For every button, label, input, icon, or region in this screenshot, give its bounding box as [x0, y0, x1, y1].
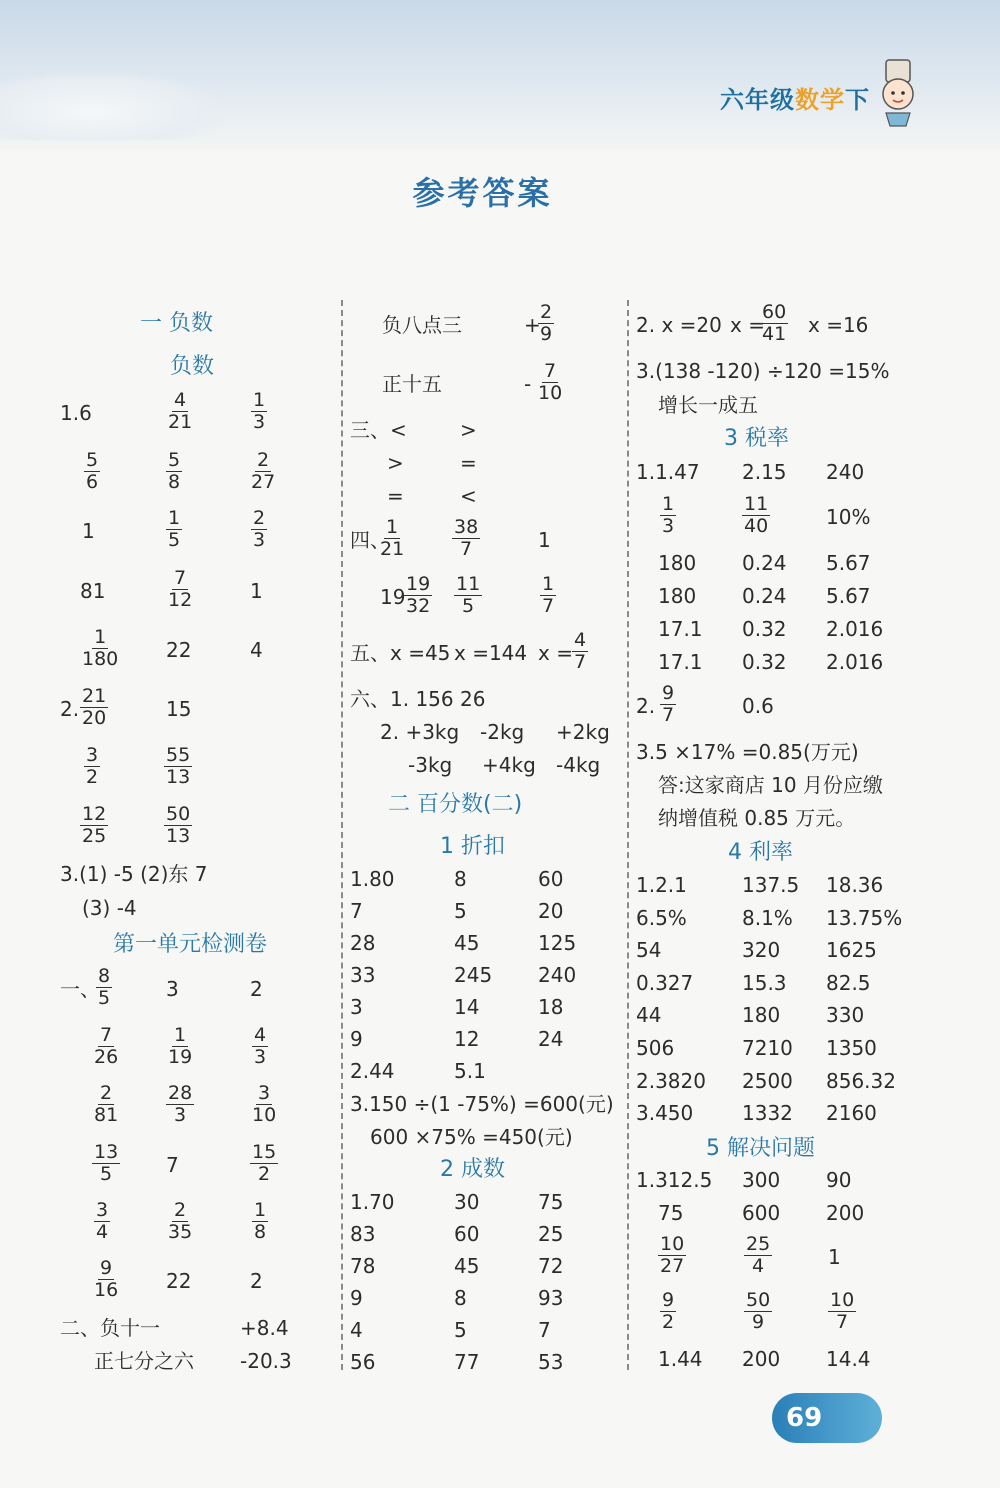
fraction — [538, 302, 554, 345]
value-cell: 5 — [454, 1318, 467, 1342]
frac-num: 1 — [168, 507, 181, 529]
value-cell: 180 — [742, 1003, 781, 1028]
q3-line-1: 3.(1) -5 (2)东 7 — [60, 862, 208, 886]
value-cell: 1350 — [826, 1036, 877, 1060]
value-cell: 1.312.5 — [636, 1168, 713, 1192]
frac-num: 1 — [253, 389, 266, 411]
answer-text: -2kg — [480, 720, 525, 744]
answer-text: 正十五 — [382, 372, 442, 396]
t2-line-1b: +8.4 — [240, 1316, 289, 1340]
section-negative-numbers: 负数 — [170, 354, 215, 379]
value-cell: 856.32 — [826, 1068, 896, 1093]
frac-den: 7 — [460, 538, 473, 560]
subject-text: 数学 — [795, 86, 845, 114]
answer-text: 5.1 — [454, 1059, 486, 1083]
sign: + — [524, 313, 541, 337]
t2-line-1a: 二、负十一 — [60, 1316, 160, 1340]
value-cell: 72 — [538, 1254, 564, 1278]
value-cell: 17.1 — [658, 650, 703, 674]
value-cell: 45 — [454, 1254, 480, 1278]
value-cell: 1332 — [742, 1101, 793, 1126]
q2-label: 2. — [60, 697, 80, 721]
frac-den: 32 — [406, 595, 431, 617]
value-cell: > — [460, 418, 477, 442]
frac-num: 8 — [98, 965, 111, 987]
value-cell: 20 — [538, 899, 564, 923]
section-problem-solving: 5 解决问题 — [706, 1136, 815, 1161]
section-discount: 1 折扣 — [440, 834, 505, 859]
value-cell: 90 — [826, 1168, 852, 1192]
fraction — [760, 302, 788, 345]
frac-num: 4 — [574, 629, 587, 651]
value-cell: 81 — [80, 579, 106, 603]
cloud-decoration — [0, 70, 230, 140]
grade-subject-label — [720, 80, 870, 115]
answer-text: 答:这家商店 10 月份应缴 — [658, 773, 883, 797]
value-cell: = — [387, 484, 404, 508]
fraction — [252, 1025, 268, 1068]
fraction — [251, 508, 267, 551]
frac-num: 3 — [258, 1082, 271, 1104]
answer-text: x =16 — [808, 313, 869, 337]
answer-text: -4kg — [556, 753, 601, 777]
frac-num: 9 — [100, 1257, 113, 1279]
value-cell: 1.80 — [350, 867, 395, 891]
frac-den: 180 — [82, 648, 119, 670]
value-cell: < — [460, 484, 477, 508]
frac-num: 2 — [257, 449, 270, 471]
frac-num: 4 — [254, 1024, 267, 1046]
value-cell: 240 — [826, 460, 865, 484]
value-cell: 9 — [350, 1027, 363, 1051]
value-cell: 1 — [82, 519, 95, 543]
frac-den: 7 — [662, 704, 675, 726]
value-cell: 78 — [350, 1254, 376, 1278]
frac-den: 8 — [168, 471, 181, 493]
fraction — [166, 450, 182, 493]
frac-num: 4 — [174, 389, 187, 411]
value-cell: 6.5% — [636, 905, 687, 930]
frac-den: 27 — [251, 471, 276, 493]
unit1-heading: 一 负数 — [140, 311, 213, 336]
fraction — [166, 1025, 194, 1068]
frac-den: 3 — [253, 411, 266, 433]
value-cell: > — [387, 451, 404, 475]
fraction — [828, 1290, 856, 1333]
frac-num: 2 — [174, 1199, 187, 1221]
value-cell: 320 — [742, 938, 781, 963]
fraction — [658, 1234, 686, 1277]
value-cell: 0.24 — [742, 584, 787, 608]
value-cell: 2.016 — [826, 617, 884, 641]
value-cell: 240 — [538, 963, 577, 987]
answer-text: 3.5 ×17% =0.85(万元) — [636, 740, 859, 764]
value-cell: 45 — [454, 931, 480, 955]
section-percent-tenths: 2 成数 — [440, 1157, 505, 1182]
frac-den: 7 — [542, 595, 555, 617]
value-cell: 0.32 — [742, 650, 787, 674]
frac-den: 2 — [86, 766, 99, 788]
value-cell: 2500 — [742, 1068, 793, 1093]
frac-den: 4 — [96, 1221, 109, 1243]
value-cell: 15 — [166, 697, 192, 721]
value-cell: 2 — [250, 1269, 263, 1293]
value-cell: 1.44 — [658, 1347, 703, 1371]
frac-den: 6 — [86, 471, 99, 493]
value-cell: 14 — [454, 995, 480, 1019]
frac-den: 25 — [82, 825, 107, 847]
value-cell: 7 — [538, 1318, 551, 1342]
frac-den: 5 — [98, 987, 111, 1009]
fraction — [540, 574, 556, 617]
frac-den: 81 — [94, 1104, 119, 1126]
frac-num: 11 — [744, 493, 769, 515]
frac-num: 13 — [94, 1141, 119, 1163]
frac-num: 1 — [662, 493, 675, 515]
frac-num: 25 — [746, 1233, 771, 1255]
section-interest-rate: 4 利率 — [728, 840, 793, 865]
value-cell: 82.5 — [826, 970, 871, 995]
fraction — [164, 804, 192, 847]
fraction — [660, 683, 676, 726]
value-cell: 75 — [658, 1201, 684, 1225]
value-cell: = — [460, 451, 477, 475]
frac-num: 1 — [174, 1024, 187, 1046]
frac-num: 5 — [86, 449, 99, 471]
value-cell: 1 — [828, 1245, 841, 1269]
fraction — [92, 1258, 120, 1301]
frac-num: 1 — [254, 1199, 267, 1221]
frac-num: 10 — [660, 1233, 685, 1255]
frac-den: 10 — [252, 1104, 277, 1126]
column-divider-1 — [341, 300, 343, 1370]
fraction — [250, 1083, 278, 1126]
value-cell: 3.450 — [636, 1101, 694, 1126]
value-cell: 15.3 — [742, 970, 787, 995]
section-tax-rate: 3 税率 — [724, 426, 789, 451]
value-cell: 7 — [350, 899, 363, 923]
value-cell: 30 — [454, 1190, 480, 1214]
frac-den: 35 — [168, 1221, 193, 1243]
answer-text: 负八点三 — [382, 313, 462, 337]
fraction — [96, 966, 112, 1009]
frac-num: 2 — [540, 301, 553, 323]
value-cell: 14.4 — [826, 1347, 871, 1371]
answer-text: 五、x =45 — [350, 641, 451, 665]
page-number: 69 — [772, 1393, 882, 1443]
answer-text: 2.44 — [350, 1059, 395, 1083]
frac-den: 7 — [836, 1311, 849, 1333]
value-cell: 33 — [350, 963, 376, 987]
page-title: 参考答案 — [412, 174, 553, 212]
frac-den: 10 — [538, 382, 563, 404]
value-cell: 17.1 — [658, 617, 703, 641]
fraction — [660, 1290, 676, 1333]
answer-text: x =144 — [454, 641, 528, 665]
fraction — [378, 517, 406, 560]
fraction — [744, 1290, 772, 1333]
value-cell: 200 — [826, 1201, 865, 1225]
fraction — [452, 517, 480, 560]
frac-num: 55 — [166, 744, 191, 766]
value-cell: 83 — [350, 1222, 376, 1246]
frac-den: 5 — [168, 529, 181, 551]
value-cell: 4 — [350, 1318, 363, 1342]
value-cell: 1.2.1 — [636, 873, 687, 897]
frac-num: 9 — [662, 682, 675, 704]
q3-line-2: (3) -4 — [82, 896, 137, 920]
frac-den: 2 — [662, 1311, 675, 1333]
fraction — [166, 390, 194, 433]
fraction — [84, 745, 100, 788]
frac-den: 41 — [762, 323, 787, 345]
frac-num: 11 — [456, 573, 481, 595]
value-cell: 19 — [380, 585, 406, 609]
frac-den: 19 — [168, 1046, 193, 1068]
frac-den: 7 — [574, 651, 587, 673]
frac-den: 3 — [253, 529, 266, 551]
answer-text: 0.6 — [742, 694, 774, 718]
value-cell: 8 — [454, 1286, 467, 1310]
frac-den: 4 — [752, 1255, 765, 1277]
answer-text: x = — [730, 313, 765, 337]
value-cell: 8.1% — [742, 905, 793, 930]
frac-den: 21 — [380, 538, 405, 560]
unit2-heading: 二 百分数(二) — [388, 792, 523, 817]
fraction — [80, 686, 108, 729]
answer-text: 3.150 ÷(1 -75%) =600(元) — [350, 1092, 614, 1116]
value-cell: 0.24 — [742, 551, 787, 575]
value-cell: 22 — [166, 1269, 192, 1293]
unit1-test-heading: 第一单元检测卷 — [113, 932, 268, 957]
fraction — [92, 1142, 120, 1185]
answer-text: 2. +3kg — [380, 720, 460, 744]
fraction — [404, 574, 432, 617]
answer-text: +4kg — [482, 753, 536, 777]
fraction — [166, 1200, 194, 1243]
answer-text: 增长一成五 — [658, 393, 758, 417]
t1-label: 一、 — [60, 977, 100, 1001]
frac-den: 9 — [540, 323, 553, 345]
answer-text: 纳增值税 0.85 万元。 — [658, 806, 856, 830]
answer-text: 3.(138 -120) ÷120 =15% — [636, 359, 890, 383]
fraction — [80, 804, 108, 847]
value-cell: 18.36 — [826, 873, 884, 897]
value-cell: 60 — [538, 867, 564, 891]
value-cell: 5.67 — [826, 584, 871, 608]
sign: - — [524, 372, 532, 396]
fraction — [251, 390, 267, 433]
frac-den: 16 — [94, 1279, 119, 1301]
frac-den: 27 — [660, 1255, 685, 1277]
value-cell: 53 — [538, 1350, 564, 1374]
s2-label: 2. — [636, 694, 656, 718]
frac-den: 26 — [94, 1046, 119, 1068]
answer-text: +2kg — [556, 720, 610, 744]
value-cell: 2.016 — [826, 650, 884, 674]
t2-line-2b: -20.3 — [240, 1349, 292, 1373]
value-cell: 44 — [636, 1003, 662, 1028]
frac-num: 19 — [406, 573, 431, 595]
value-cell: 300 — [742, 1168, 781, 1192]
value-cell: 506 — [636, 1036, 675, 1060]
frac-num: 9 — [662, 1289, 675, 1311]
answer-text: 600 ×75% =450(元) — [370, 1125, 573, 1149]
value-cell: 330 — [826, 1003, 865, 1028]
value-cell: 1.70 — [350, 1190, 395, 1214]
frac-num: 5 — [168, 449, 181, 471]
frac-num: 2 — [100, 1082, 113, 1104]
value-cell: 13.75% — [826, 905, 903, 930]
value-cell: 7 — [166, 1153, 179, 1177]
answer-text: -3kg — [408, 753, 453, 777]
value-cell: 18 — [538, 995, 564, 1019]
value-cell: 1 — [250, 579, 263, 603]
fraction — [164, 745, 192, 788]
value-cell: 1.1.47 — [636, 460, 700, 484]
frac-num: 10 — [830, 1289, 855, 1311]
value-cell: 600 — [742, 1201, 781, 1225]
frac-num: 21 — [82, 685, 107, 707]
frac-num: 38 — [454, 516, 479, 538]
frac-num: 1 — [542, 573, 555, 595]
q1-label: 1.6 — [60, 401, 92, 425]
fraction — [94, 1200, 110, 1243]
value-cell: 8 — [454, 867, 467, 891]
frac-den: 5 — [462, 595, 475, 617]
fraction — [92, 1025, 120, 1068]
frac-den: 12 — [168, 589, 193, 611]
value-cell: 2.3820 — [636, 1068, 706, 1093]
value-cell: 180 — [658, 584, 697, 608]
value-cell: 3 — [166, 977, 179, 1001]
frac-den: 9 — [752, 1311, 765, 1333]
frac-den: 40 — [744, 515, 769, 537]
value-cell: 10% — [826, 505, 871, 529]
value-cell: 60 — [454, 1222, 480, 1246]
answer-text: 六、1. 156 26 — [350, 687, 486, 711]
value-cell: 7210 — [742, 1036, 793, 1060]
grade-text: 六年级 — [720, 86, 795, 114]
value-cell: 12 — [454, 1027, 480, 1051]
t2-line-2a: 正七分之六 — [94, 1349, 194, 1373]
fraction — [660, 494, 676, 537]
value-cell: 5 — [454, 899, 467, 923]
frac-num: 3 — [96, 1199, 109, 1221]
value-cell: 0.32 — [742, 617, 787, 641]
term-text: 下 — [845, 86, 870, 114]
frac-num: 2 — [253, 507, 266, 529]
value-cell: 245 — [454, 963, 493, 987]
frac-den: 21 — [168, 411, 193, 433]
value-cell: 200 — [742, 1347, 781, 1371]
value-cell: 0.327 — [636, 970, 694, 995]
san-label: 三、< — [350, 418, 407, 442]
value-cell: 5.67 — [826, 551, 871, 575]
frac-num: 12 — [82, 803, 107, 825]
value-cell: 1 — [538, 528, 551, 552]
frac-den: 3 — [174, 1104, 187, 1126]
fraction — [742, 494, 770, 537]
answer-text: 2. x =20 — [636, 313, 722, 337]
frac-num: 7 — [100, 1024, 113, 1046]
value-cell: 22 — [166, 638, 192, 662]
value-cell: 1625 — [826, 938, 877, 963]
frac-num: 60 — [762, 301, 787, 323]
fraction — [536, 361, 564, 404]
fraction — [80, 627, 120, 670]
fraction — [454, 574, 482, 617]
value-cell: 54 — [636, 938, 662, 963]
fraction — [744, 1234, 772, 1277]
answer-text: x = — [538, 641, 573, 665]
column-divider-2 — [627, 300, 629, 1370]
value-cell: 25 — [538, 1222, 564, 1246]
fraction — [252, 1200, 268, 1243]
frac-num: 50 — [746, 1289, 771, 1311]
frac-den: 3 — [662, 515, 675, 537]
frac-den: 8 — [254, 1221, 267, 1243]
fraction — [166, 508, 182, 551]
frac-num: 1 — [386, 516, 399, 538]
value-cell: 125 — [538, 931, 577, 955]
frac-den: 5 — [100, 1163, 113, 1185]
value-cell: 93 — [538, 1286, 564, 1310]
frac-num: 50 — [166, 803, 191, 825]
value-cell: 24 — [538, 1027, 564, 1051]
value-cell: 28 — [350, 931, 376, 955]
frac-num: 3 — [86, 744, 99, 766]
value-cell: 2160 — [826, 1101, 877, 1126]
frac-den: 13 — [166, 766, 191, 788]
fraction — [92, 1083, 120, 1126]
value-cell: 4 — [250, 638, 263, 662]
frac-num: 15 — [252, 1141, 277, 1163]
value-cell: 3 — [350, 995, 363, 1019]
frac-num: 7 — [174, 567, 187, 589]
value-cell: 75 — [538, 1190, 564, 1214]
value-cell: 2.15 — [742, 460, 787, 484]
fraction — [572, 630, 588, 673]
frac-den: 13 — [166, 825, 191, 847]
value-cell: 56 — [350, 1350, 376, 1374]
value-cell: 2 — [250, 977, 263, 1001]
frac-den: 2 — [258, 1163, 271, 1185]
mascot-icon — [876, 58, 920, 128]
frac-num: 28 — [168, 1082, 193, 1104]
frac-num: 7 — [544, 360, 557, 382]
fraction — [249, 450, 277, 493]
frac-den: 20 — [82, 707, 107, 729]
value-cell: 9 — [350, 1286, 363, 1310]
value-cell: 77 — [454, 1350, 480, 1374]
fraction — [84, 450, 100, 493]
value-cell: 137.5 — [742, 873, 800, 897]
fraction — [166, 1083, 194, 1126]
value-cell: 180 — [658, 551, 697, 575]
frac-num: 1 — [94, 626, 107, 648]
fraction — [166, 568, 194, 611]
fraction — [250, 1142, 278, 1185]
frac-den: 3 — [254, 1046, 267, 1068]
si-label: 四、 — [350, 528, 390, 552]
